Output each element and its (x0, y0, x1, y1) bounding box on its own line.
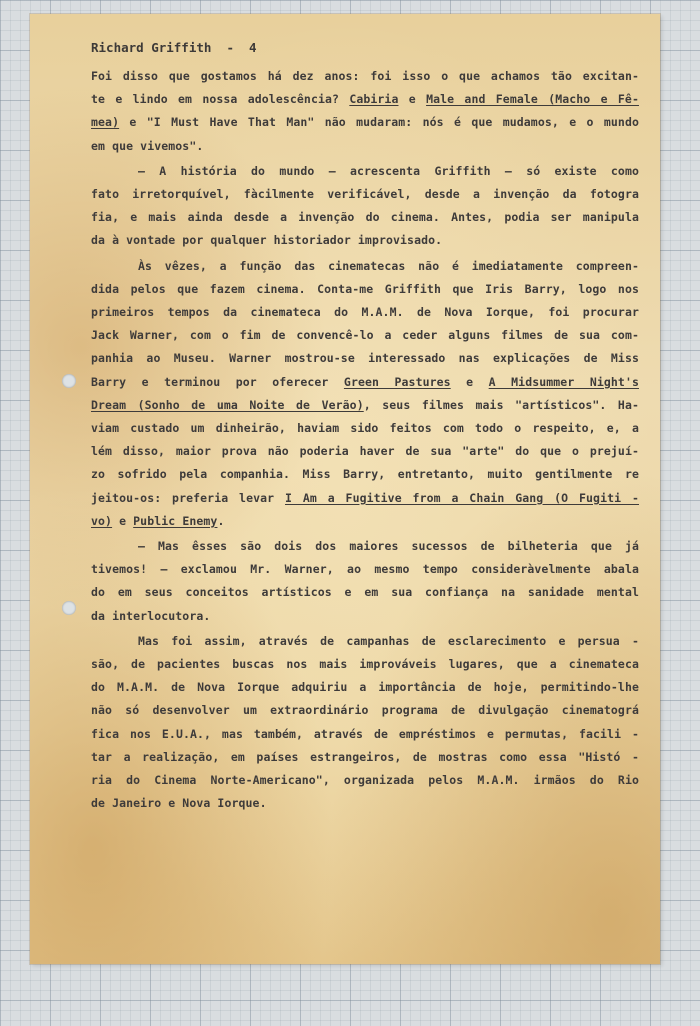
text-line (91, 187, 639, 201)
text-line (91, 210, 639, 224)
text-segment: da interlocutora. (91, 608, 211, 623)
text-segment: fica nos E.U.A., mas também, através de empréstimos e permutas, facili - (91, 726, 639, 741)
text-line (91, 585, 639, 599)
text-line (91, 115, 639, 129)
text-segment: e (450, 374, 489, 389)
page-header: Richard Griffith - 4 (91, 40, 257, 55)
text-segment: primeiros tempos da cinemateca do M.A.M. de Nova Iorque, foi procurar (91, 305, 639, 319)
text-line (91, 796, 639, 810)
text-line (91, 375, 639, 389)
text-segment: de Janeiro e Nova Iorque. (91, 796, 267, 811)
text-segment: Mas foi assim, através de campanhas de esclarecimento e persua - (138, 633, 639, 648)
text-segment: te e lindo em nossa adolescência? (91, 92, 350, 107)
underlined-title: A Midsummer Night's (488, 374, 639, 389)
text-line (91, 727, 639, 741)
text-line (91, 680, 639, 694)
text-line (91, 562, 639, 576)
underlined-title: Cabiria (349, 92, 399, 107)
text-line (138, 634, 639, 648)
text-segment: tar a realização, em países estrangeiros, de mostras como essa "Histó - (91, 749, 639, 764)
text-line (91, 233, 639, 247)
text-segment: fia, e mais ainda desde a invenção do cinema. Antes, podia ser manipula (91, 210, 639, 225)
text-line (91, 657, 639, 671)
text-line (91, 282, 639, 296)
text-segment: lém disso, maior prova não poderia haver de sua "arte" do que o prejuí- (91, 444, 639, 459)
text-segment: — Mas êsses são dois dos maiores sucessos de bilheteria que já (138, 539, 639, 553)
text-segment: e "I Must Have That Man" não mudaram: nós é que mudamos, e o mundo (119, 115, 639, 130)
text-segment: são, de pacientes buscas nos mais improváveis lugares, que a cinemateca (91, 657, 639, 671)
text-segment: Às vêzes, a função das cinematecas não é imediatamente compreen- (138, 258, 639, 273)
text-segment: jeitou-os: preferia levar (91, 490, 285, 505)
text-line (91, 773, 639, 787)
text-line (91, 92, 639, 106)
underlined-title: vo) (91, 513, 113, 528)
underlined-title: Public Enemy (133, 513, 218, 528)
text-segment: , seus filmes mais "artísticos". Ha- (363, 397, 639, 412)
underlined-title: I Am a Fugitive from a Chain Gang (O Fugiti - (285, 490, 639, 505)
text-segment: e (398, 92, 427, 107)
text-line (91, 444, 639, 458)
text-line (91, 421, 639, 435)
underlined-title: mea) (91, 115, 120, 130)
text-segment: Foi disso que gostamos há dez anos: foi isso o que achamos tão excitan- (91, 69, 639, 83)
underlined-title: Male and Female (Macho e Fê- (426, 92, 639, 107)
text-line (138, 539, 639, 553)
text-line (91, 398, 639, 412)
text-segment: viam custado um dinheirão, haviam sido feitos com todo o respeito, e, a (91, 421, 639, 435)
text-segment: panhia ao Museu. Warner mostrou-se interessado nas explicações de Miss (91, 351, 639, 366)
punch-hole-top (62, 374, 76, 388)
text-line (91, 514, 639, 528)
text-segment: do M.A.M. de Nova Iorque adquiriu a importância de hoje, permitindo-lhe (91, 680, 639, 695)
text-line (91, 467, 639, 481)
text-segment: em que vivemos". (91, 138, 204, 153)
text-segment: Barry e terminou por oferecer (91, 374, 344, 389)
text-line (91, 703, 639, 717)
text-segment: da à vontade por qualquer historiador improvisado. (91, 233, 443, 248)
text-segment: . (217, 513, 225, 528)
underlined-title: Green Pastures (343, 374, 451, 389)
text-segment: e (112, 513, 134, 528)
text-segment: do em seus conceitos artísticos e em sua confiança na sanidade mental (91, 585, 639, 600)
text-segment: Jack Warner, com o fim de convencê-lo a ceder alguns filmes de sua com- (91, 328, 639, 343)
underlined-title: Dream (Sonho de uma Noite de Verão) (91, 397, 364, 412)
text-segment: ria do Cinema Norte-Americano", organizada pelos M.A.M. irmãos do Rio (91, 773, 639, 787)
text-line (91, 491, 639, 505)
text-line (91, 750, 639, 764)
text-line (138, 164, 639, 178)
text-line (91, 139, 639, 153)
text-line (138, 259, 639, 273)
text-segment: tivemos! — exclamou Mr. Warner, ao mesmo tempo consideràvelmente abala (91, 562, 639, 577)
text-segment: zo sofrido pela companhia. Miss Barry, entretanto, muito gentilmente re (91, 467, 639, 482)
text-line (91, 305, 639, 319)
document-page (30, 14, 660, 964)
text-segment: dida pelos que fazem cinema. Conta-me Griffith que Iris Barry, logo nos (91, 281, 639, 296)
text-segment: — A história do mundo — acrescenta Griffith — só existe como (138, 163, 639, 178)
text-line (91, 609, 639, 623)
text-segment: não só desenvolver um extraordinário programa de divulgação cinematográ (91, 703, 639, 718)
text-line (91, 328, 639, 342)
punch-hole-bottom (62, 601, 76, 615)
text-line (91, 351, 639, 365)
text-segment: fato irretorquível, fàcilmente verificável, desde a invenção da fotogra (91, 187, 639, 201)
text-line (91, 69, 639, 83)
